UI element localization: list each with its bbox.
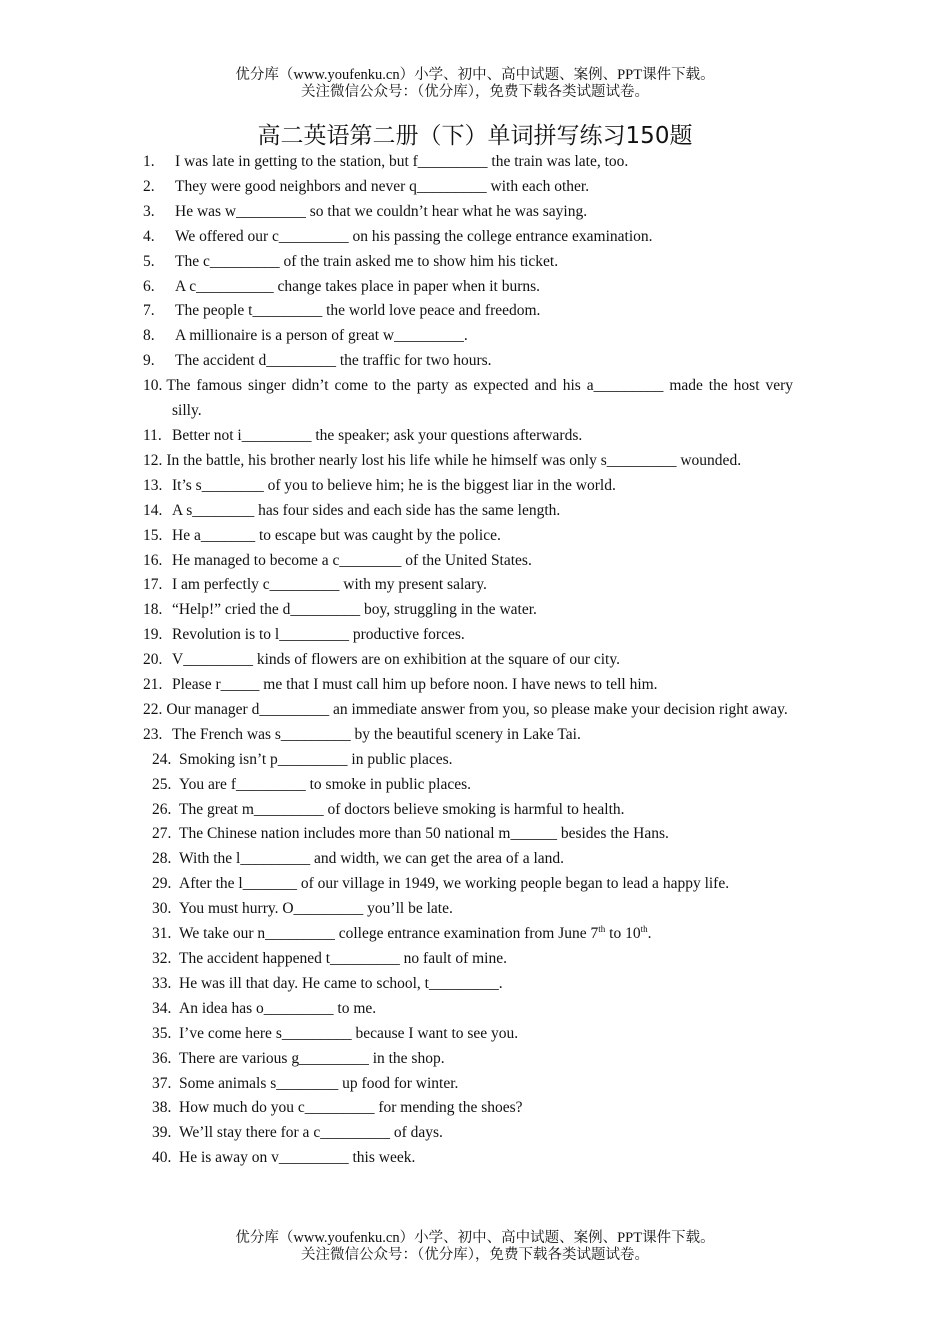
question-text: Revolution is to l_________ productive forces. — [172, 626, 465, 644]
question-29 — [143, 872, 793, 897]
question-text: He a_______ to escape but was caught by the police. — [172, 526, 501, 544]
question-38 — [143, 1096, 793, 1121]
question-text-part-3: . — [647, 925, 652, 943]
question-text: Our manager d_________ an immediate answer from you, so please make your decision right away. — [166, 700, 788, 718]
question-number: 14. — [143, 501, 163, 519]
question-number: 1. — [143, 153, 155, 170]
question-34 — [143, 997, 793, 1022]
question-number: 35. — [152, 1024, 172, 1042]
question-text: The great m_________ of doctors believe smoking is harmful to health. — [179, 800, 625, 818]
question-number: 24. — [152, 750, 172, 768]
question-33 — [143, 972, 793, 997]
question-number: 12. — [143, 451, 163, 469]
question-21 — [143, 673, 793, 698]
question-number: 27. — [152, 825, 172, 843]
question-number: 25. — [152, 775, 172, 793]
question-text: The accident happened t_________ no fault of mine. — [179, 950, 507, 967]
page-header — [0, 67, 950, 101]
question-15 — [143, 524, 793, 549]
question-number: 34. — [152, 999, 172, 1017]
question-number: 9. — [143, 352, 155, 370]
question-text: An idea has o_________ to me. — [179, 999, 377, 1017]
question-5 — [143, 250, 793, 275]
question-text: A s________ has four sides and each side has the same length. — [172, 501, 561, 519]
question-text: “Help!” cried the d_________ boy, struggling in the water. — [172, 601, 537, 619]
question-text: He was w_________ so that we couldn’t hear what he was saying. — [175, 202, 588, 220]
question-number: 4. — [143, 227, 155, 245]
question-text: It’s s________ of you to believe him; he is the biggest liar in the world. — [172, 476, 616, 494]
question-text: V_________ kinds of flowers are on exhibition at the square of our city. — [172, 651, 620, 669]
question-text: The c_________ of the train asked me to show him his ticket. — [175, 252, 559, 270]
question-22 — [143, 698, 793, 723]
question-text: We offered our c_________ on his passing the college entrance examination. — [175, 227, 653, 245]
question-number: 28. — [152, 850, 172, 868]
question-text: A millionaire is a person of great w_________. — [175, 327, 468, 345]
footer-line-2: 关注微信公众号：（优分库），免费下载各类试题试卷。 — [301, 1247, 649, 1263]
question-number: 16. — [143, 551, 163, 569]
question-8 — [143, 324, 793, 349]
question-text: Some animals s________ up food for winter. — [179, 1074, 459, 1092]
question-text: I am perfectly c_________ with my present salary. — [172, 576, 487, 594]
question-number: 5. — [143, 252, 155, 270]
question-number: 22. — [143, 700, 163, 718]
question-31 — [143, 922, 793, 947]
question-number: 40. — [152, 1149, 172, 1167]
question-text: A c__________ change takes place in paper when it burns. — [175, 277, 541, 295]
question-number: 30. — [152, 900, 172, 918]
question-number: 10. — [143, 377, 163, 395]
question-24 — [143, 748, 793, 773]
question-number: 20. — [143, 651, 163, 669]
question-2 — [143, 175, 793, 200]
question-number: 23. — [143, 725, 163, 743]
question-text: How much do you c_________ for mending the shoes? — [179, 1099, 523, 1117]
question-27 — [143, 822, 793, 847]
question-13 — [143, 474, 793, 499]
question-number: 33. — [152, 974, 172, 992]
question-number: 6. — [143, 277, 155, 295]
question-10 — [143, 374, 793, 424]
question-text: The Chinese nation includes more than 50 national m______ besides the Hans. — [179, 825, 669, 843]
question-9 — [143, 349, 793, 374]
footer-line-1: 优分库（www.youfenku.cn）小学、初中、高中试题、案例、PPT课件下载。 — [235, 1230, 715, 1246]
question-30 — [143, 897, 793, 922]
question-text: After the l_______ of our village in 1949, we working people began to lead a happy life. — [179, 875, 730, 893]
question-number: 3. — [143, 202, 155, 220]
question-23 — [143, 723, 793, 748]
question-number: 8. — [143, 327, 155, 345]
ordinal-suffix: th — [598, 923, 606, 934]
question-6 — [143, 275, 793, 300]
header-line-2: 关注微信公众号：（优分库），免费下载各类试题试卷。 — [301, 84, 649, 100]
question-number: 38. — [152, 1099, 172, 1117]
question-text: The famous singer didn’t come to the party as expected and his a_________ made the host very silly. — [166, 377, 793, 420]
page-title: 高二英语第二册（下）单词拼写练习150题 — [257, 123, 693, 149]
question-20 — [143, 648, 793, 673]
question-40 — [143, 1146, 793, 1171]
question-text: We’ll stay there for a c_________ of days. — [179, 1124, 443, 1142]
question-text: You must hurry. O_________ you’ll be late. — [179, 900, 453, 918]
question-number: 2. — [143, 177, 155, 195]
question-number: 36. — [152, 1049, 172, 1067]
question-12 — [143, 449, 793, 474]
question-list — [143, 150, 793, 1171]
question-number: 15. — [143, 526, 163, 544]
question-text: He was ill that day. He came to school, t_________. — [179, 974, 503, 992]
question-text: There are various g_________ in the shop. — [179, 1049, 445, 1067]
question-16 — [143, 549, 793, 574]
question-7 — [143, 299, 793, 324]
question-text: In the battle, his brother nearly lost his life while he himself was only s_________ wounded. — [166, 451, 742, 469]
question-text: He managed to become a c________ of the United States. — [172, 551, 532, 569]
question-text: He is away on v_________ this week. — [179, 1149, 416, 1167]
question-text: Better not i_________ the speaker; ask your questions afterwards. — [172, 426, 583, 444]
question-36 — [143, 1047, 793, 1072]
question-number: 18. — [143, 601, 163, 619]
question-19 — [143, 623, 793, 648]
question-text: The French was s_________ by the beautiful scenery in Lake Tai. — [172, 725, 581, 743]
ordinal-suffix: th — [640, 923, 648, 934]
question-text: The people t_________ the world love peace and freedom. — [175, 302, 541, 320]
question-text: The accident d_________ the traffic for two hours. — [175, 352, 492, 370]
question-35 — [143, 1022, 793, 1047]
header-line-1: 优分库（www.youfenku.cn）小学、初中、高中试题、案例、PPT课件下载。 — [235, 67, 715, 83]
question-number: 26. — [152, 800, 172, 818]
question-25 — [143, 773, 793, 798]
question-number: 17. — [143, 576, 163, 594]
page-footer — [0, 1230, 950, 1264]
question-text: Please r_____ me that I must call him up before noon. I have news to tell him. — [172, 676, 658, 694]
question-number: 7. — [143, 302, 155, 320]
question-11 — [143, 424, 793, 449]
question-1 — [143, 150, 793, 175]
question-number: 29. — [152, 875, 172, 893]
question-4 — [143, 225, 793, 250]
question-text: With the l_________ and width, we can get the area of a land. — [179, 850, 565, 868]
question-number: 19. — [143, 626, 163, 644]
question-39 — [143, 1121, 793, 1146]
question-number: 11. — [143, 426, 162, 444]
question-text-part-2: to 10 — [605, 925, 641, 943]
question-text-part-1: We take our n_________ college entrance examination from June 7 — [179, 925, 599, 943]
question-number: 21. — [143, 676, 163, 694]
question-text — [179, 922, 793, 947]
question-number: 37. — [152, 1074, 172, 1092]
question-number: 39. — [152, 1124, 172, 1142]
question-text: You are f_________ to smoke in public places. — [179, 775, 472, 793]
question-18 — [143, 598, 793, 623]
question-text: Smoking isn’t p_________ in public places. — [179, 750, 453, 768]
question-number: 32. — [152, 950, 172, 967]
question-number: 13. — [143, 476, 163, 494]
question-text: They were good neighbors and never q_________ with each other. — [175, 177, 590, 195]
question-text: I was late in getting to the station, but f_________ the train was late, too. — [175, 153, 629, 170]
question-text: I’ve come here s_________ because I want to see you. — [179, 1024, 519, 1042]
question-26 — [143, 798, 793, 823]
question-17 — [143, 573, 793, 598]
question-3 — [143, 200, 793, 225]
question-number: 31. — [152, 925, 172, 943]
question-28 — [143, 847, 793, 872]
question-14 — [143, 499, 793, 524]
question-32 — [143, 947, 793, 972]
question-37 — [143, 1072, 793, 1097]
